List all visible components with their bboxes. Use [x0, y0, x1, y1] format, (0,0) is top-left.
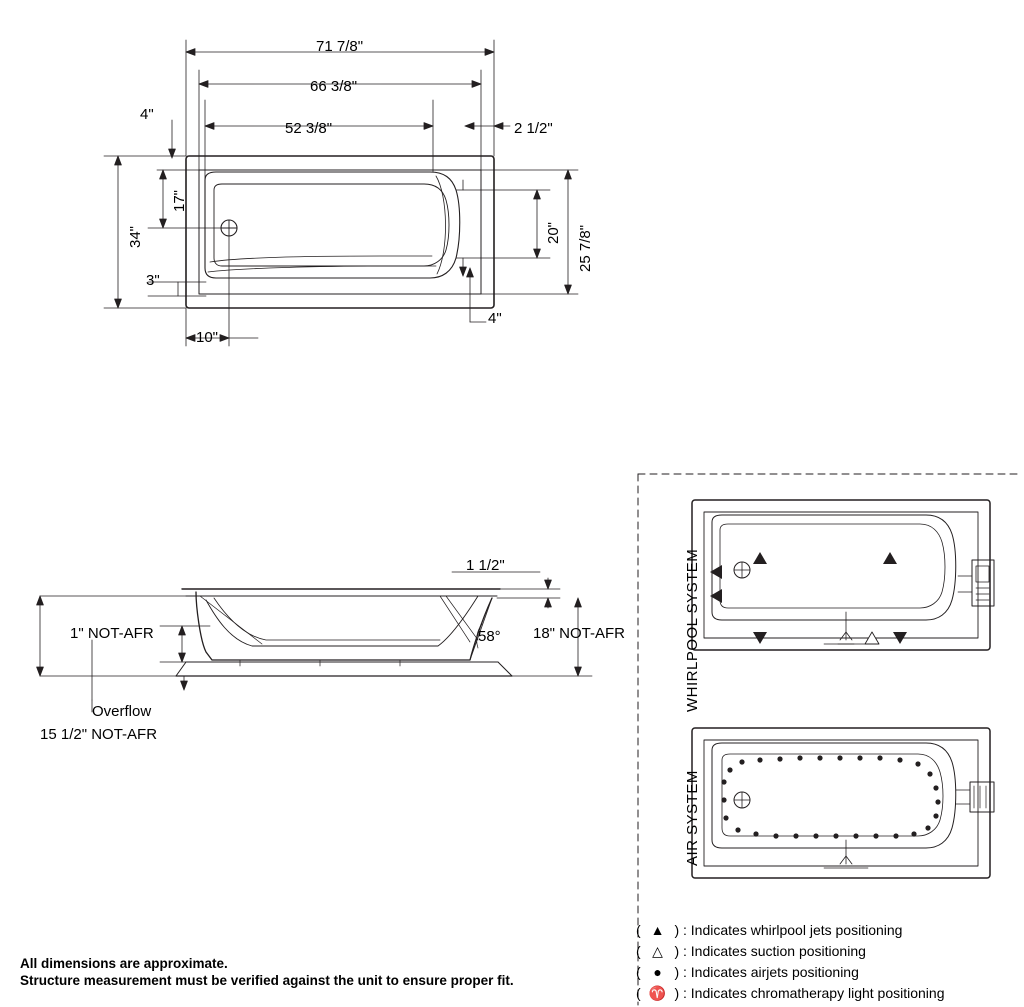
legend-text-airjets: ) : Indicates airjets positioning	[674, 964, 859, 980]
air-system-label: AIR SYSTEM	[684, 770, 701, 866]
legend-text-suction: ) : Indicates suction positioning	[674, 943, 866, 959]
legend-item-airjets	[636, 962, 945, 983]
footer-note	[20, 955, 514, 989]
legend-text-chromatherapy: ) : Indicates chromatherapy light positioning	[674, 985, 945, 1001]
side-view-outline	[176, 589, 512, 676]
dim-overall-width: 34"	[127, 225, 144, 248]
footer-line-2: Structure measurement must be verified against the unit to ensure proper fit.	[20, 973, 514, 988]
legend-item-whirlpool	[636, 920, 945, 941]
dim-basin-length: 52 3/8"	[285, 120, 333, 137]
legend-open-paren: (	[636, 922, 641, 938]
overflow-value: 15 1/2" NOT-AFR	[40, 726, 158, 743]
side-view-dimensions	[37, 572, 592, 712]
footer-line-1: All dimensions are approximate.	[20, 956, 228, 971]
dim-angle: 58°	[478, 628, 501, 645]
dim-overall-length: 71 7/8"	[316, 38, 364, 55]
dim-low-mark: 1" NOT-AFR	[70, 625, 154, 642]
suction-icon: △	[652, 943, 663, 959]
air-system-view	[692, 728, 994, 878]
overflow-label: Overflow	[92, 703, 152, 720]
dim-left-offset: 4"	[140, 106, 154, 123]
legend-text-whirlpool: ) : Indicates whirlpool jets positioning	[674, 922, 903, 938]
dim-bottom-offset: 3"	[146, 272, 160, 289]
dim-basin-width-upper: 17"	[171, 189, 188, 212]
whirlpool-system-view	[692, 500, 994, 650]
chromatherapy-light-icon: ♈	[648, 985, 667, 1001]
legend	[636, 920, 945, 1004]
dim-bottom-right-offset: 4"	[488, 310, 502, 327]
legend-item-suction	[636, 941, 945, 962]
legend-open-paren: (	[636, 964, 641, 980]
dim-inner-length: 66 3/8"	[310, 78, 358, 95]
legend-open-paren: (	[636, 985, 641, 1001]
dim-inner-width: 25 7/8"	[577, 224, 594, 272]
dim-height: 18" NOT-AFR	[533, 625, 626, 642]
whirlpool-system-label: WHIRLPOOL SYSTEM	[684, 548, 701, 712]
legend-open-paren: (	[636, 943, 641, 959]
dim-rim-thickness: 1 1/2"	[466, 557, 505, 574]
dim-basin-width-right: 20"	[545, 221, 562, 244]
top-view-outline	[186, 156, 494, 308]
dim-drain-offset: 10"	[196, 329, 219, 346]
whirlpool-jet-icon: ▲	[650, 922, 665, 938]
airjet-icon: ●	[653, 964, 662, 980]
legend-item-chromatherapy	[636, 983, 945, 1004]
dim-right-offset: 2 1/2"	[514, 120, 553, 137]
